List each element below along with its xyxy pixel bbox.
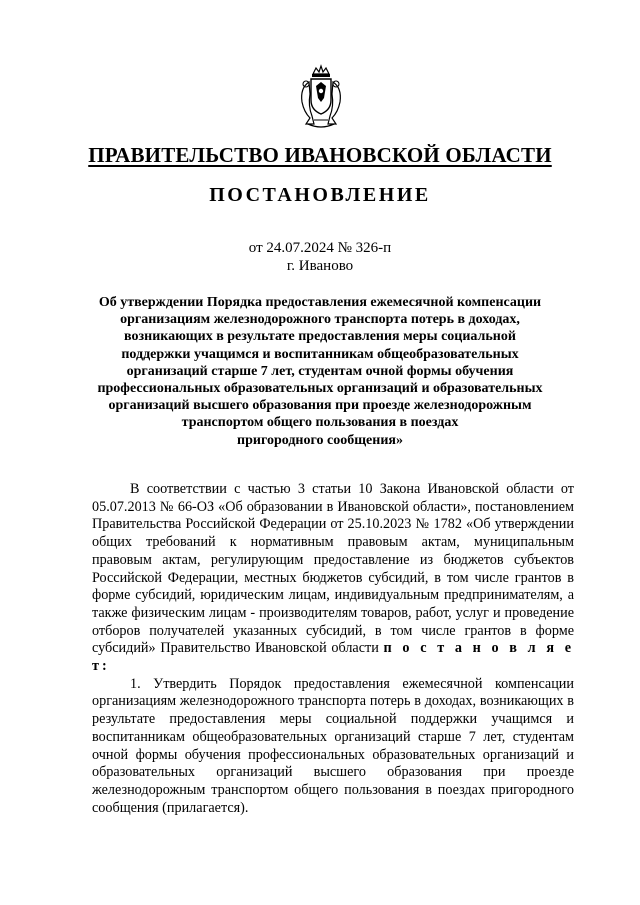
title-line: возникающих в результате предоставления меры социальной <box>124 329 516 345</box>
title-line: организаций высшего образования при проезде железнодорожным <box>108 398 532 414</box>
title-line: Об утверждении Порядка предоставления ежемесячной компенсации <box>98 295 542 310</box>
title-line: пригородного сообщения» <box>237 432 403 448</box>
title-line: профессиональных образовательных организаций и образовательных <box>97 381 543 397</box>
document-type: ПОСТАНОВЛЕНИЕ <box>209 184 431 206</box>
resolves-word: п о с т а н о в л я е т: <box>92 640 574 675</box>
coat-of-arms-icon <box>294 64 348 130</box>
title-line: организациям железнодорожного транспорта потерь в доходах, <box>120 312 520 328</box>
preamble-text: В соответствии с частью 3 статьи 10 Закона Ивановской области от 05.07.2013 № 66-ОЗ «Об образовании в Ивановской области», постановлением Правительства Российской Федерации от 25.10.2023 № 1782 «Об утверждении общих требований к нормативным правовым актам, муниципальным правовым актам, регулирующим предоставление из бюджетов субъектов Российской Федерации, местных бюджетов субсидий, в том числе грантов в форме субсидий, юридическим лицам, индивидуальным предпринимателям, а также физическим лицам - производителям товаров, работ, услуг и проведение отборов получателей указанных субсидий, в том числе грантов в форме субсидий» Правительство Ивановской области <box>92 481 574 657</box>
item-1-paragraph: 1. Утвердить Порядок предоставления ежемесячной компенсации организациям железнодорожного транспорта потерь в доходах, возникающих в результате предоставления меры социальной поддержки учащимся и воспитанникам общеобразовательных организаций старше 7 лет, студентам очной формы обучения профессиональных образовательных организаций и образовательных организаций высшего образования при проезде железнодорожным транспортом общего пользования в поездах пригородного сообщения (прилагается). <box>92 675 574 816</box>
title-line: организаций старше 7 лет, студентам очной формы обучения <box>126 363 514 379</box>
government-title: ПРАВИТЕЛЬСТВО ИВАНОВСКОЙ ОБЛАСТИ <box>88 143 552 167</box>
title-line: поддержки учащимся и воспитанникам общеобразовательных <box>121 346 519 362</box>
document-date-number: от 24.07.2024 № 326-п <box>248 240 392 256</box>
document-city: г. Иваново <box>286 258 354 274</box>
document-title <box>76 294 564 449</box>
title-line: транспортом общего пользования в поездах <box>181 415 459 431</box>
preamble-paragraph <box>92 481 574 676</box>
document-body <box>92 481 574 817</box>
